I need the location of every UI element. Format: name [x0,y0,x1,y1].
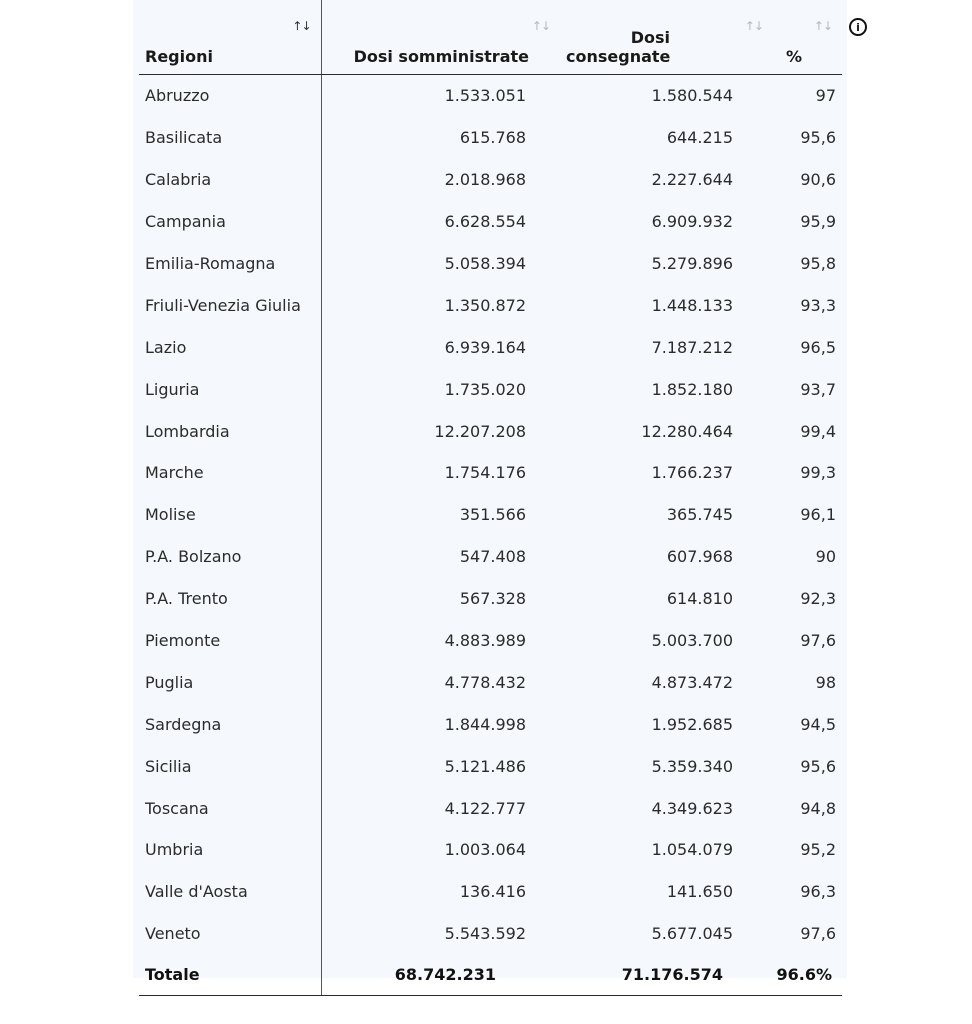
region-cell: Marche [139,452,321,494]
administered-cell: 4.883.989 [444,631,526,651]
sort-arrows-icon[interactable]: ↑↓ [531,19,550,33]
table-row [139,913,842,955]
delivered-cell: 12.280.464 [641,421,733,441]
table-row [139,829,842,871]
region-cell: Lombardia [139,410,321,452]
table-row [139,536,842,578]
percent-cell: 96,5 [800,337,836,357]
percent-cell: 90 [815,547,836,567]
percent-cell: 99,4 [800,421,836,441]
table-row [139,871,842,913]
column-header-label: Dosi consegnate [566,28,671,66]
administered-cell: 1.003.064 [444,840,526,860]
table-row [139,703,842,745]
delivered-cell: 7.187.212 [651,337,733,357]
delivered-cell: 1.054.079 [651,840,733,860]
table-row [139,452,842,494]
percent-cell: 95,6 [800,756,836,776]
administered-cell: 615.768 [459,128,526,148]
administered-cell: 4.122.777 [444,798,526,818]
delivered-cell: 141.650 [666,882,733,902]
delivered-cell: 1.580.544 [651,86,733,106]
administered-cell: 2.018.968 [444,170,526,190]
region-cell: Piemonte [139,620,321,662]
administered-cell: 136.416 [459,882,526,902]
percent-cell: 99,3 [800,463,836,483]
table-row [139,745,842,787]
region-cell: P.A. Bolzano [139,536,321,578]
total-percent: 96.6% [773,955,842,996]
delivered-cell: 644.215 [666,128,733,148]
table-row [139,117,842,159]
table-header-row [139,0,842,75]
region-cell: Veneto [139,913,321,955]
region-cell: Puglia [139,661,321,703]
delivered-cell: 614.810 [666,589,733,609]
region-cell: Emilia-Romagna [139,243,321,285]
column-header-delivered[interactable] [566,0,773,75]
total-delivered: 71.176.574 [566,955,773,996]
column-header-label: Dosi somministrate [353,47,529,66]
administered-cell: 1.350.872 [444,295,526,315]
percent-cell: 97 [815,86,836,106]
administered-cell: 547.408 [459,547,526,567]
administered-cell: 12.207.208 [434,421,526,441]
region-cell: Toscana [139,787,321,829]
delivered-cell: 607.968 [666,547,733,567]
table-row [139,368,842,410]
column-header-region[interactable] [139,0,321,75]
administered-cell: 5.543.592 [444,924,526,944]
percent-cell: 93,7 [800,379,836,399]
table-row [139,75,842,117]
table-row [139,159,842,201]
table-row [139,201,842,243]
table-row [139,578,842,620]
region-cell: Umbria [139,829,321,871]
table-row [139,284,842,326]
delivered-cell: 2.227.644 [651,170,733,190]
table-row [139,410,842,452]
column-header-administered[interactable] [321,0,566,75]
percent-cell: 96,3 [800,882,836,902]
total-label: Totale [139,955,321,996]
percent-cell: 98 [815,672,836,692]
percent-cell: 92,3 [800,589,836,609]
delivered-cell: 4.873.472 [651,672,733,692]
column-header-label: Regioni [145,47,213,66]
delivered-cell: 1.852.180 [651,379,733,399]
delivered-cell: 365.745 [666,505,733,525]
region-cell: Abruzzo [139,75,321,117]
delivered-cell: 4.349.623 [651,798,733,818]
percent-cell: 97,6 [800,631,836,651]
vaccine-doses-table [139,0,842,996]
administered-cell: 5.121.486 [444,756,526,776]
administered-cell: 6.939.164 [444,337,526,357]
total-administered: 68.742.231 [321,955,566,996]
table-row [139,243,842,285]
table-row [139,787,842,829]
sort-arrows-icon[interactable]: ↑↓ [292,19,311,33]
column-header-percent[interactable] [773,0,842,75]
administered-cell: 567.328 [459,589,526,609]
region-cell: P.A. Trento [139,578,321,620]
table-row [139,494,842,536]
region-cell: Molise [139,494,321,536]
administered-cell: 1.844.998 [444,714,526,734]
table-row [139,661,842,703]
delivered-cell: 1.448.133 [651,295,733,315]
region-cell: Lazio [139,326,321,368]
percent-cell: 95,9 [800,212,836,232]
sort-arrows-icon[interactable]: ↑↓ [813,19,832,33]
percent-cell: 94,8 [800,798,836,818]
delivered-cell: 1.952.685 [651,714,733,734]
region-cell: Campania [139,201,321,243]
delivered-cell: 5.359.340 [651,756,733,776]
delivered-cell: 5.003.700 [651,631,733,651]
total-row [139,955,842,996]
delivered-cell: 6.909.932 [651,212,733,232]
region-cell: Valle d'Aosta [139,871,321,913]
percent-cell: 96,1 [800,505,836,525]
region-cell: Basilicata [139,117,321,159]
administered-cell: 1.735.020 [444,379,526,399]
region-cell: Sicilia [139,745,321,787]
sort-arrows-icon[interactable]: ↑↓ [744,19,763,33]
percent-cell: 95,6 [800,128,836,148]
table-row [139,326,842,368]
percent-cell: 93,3 [800,295,836,315]
region-cell: Liguria [139,368,321,410]
percent-cell: 94,5 [800,714,836,734]
column-header-label: % [786,47,803,66]
administered-cell: 351.566 [459,505,526,525]
percent-cell: 95,2 [800,840,836,860]
delivered-cell: 1.766.237 [651,463,733,483]
region-cell: Friuli-Venezia Giulia [139,284,321,326]
region-cell: Calabria [139,159,321,201]
delivered-cell: 5.677.045 [651,924,733,944]
administered-cell: 4.778.432 [444,672,526,692]
administered-cell: 1.754.176 [444,463,526,483]
delivered-cell: 5.279.896 [651,254,733,273]
info-circle-icon[interactable]: i [849,18,867,36]
region-cell: Sardegna [139,703,321,745]
percent-cell: 90,6 [800,170,836,190]
percent-cell: 97,6 [800,924,836,944]
administered-cell: 1.533.051 [444,86,526,106]
administered-cell: 6.628.554 [444,212,526,232]
table-row [139,620,842,662]
percent-cell: 95,8 [800,254,836,273]
administered-cell: 5.058.394 [444,254,526,273]
